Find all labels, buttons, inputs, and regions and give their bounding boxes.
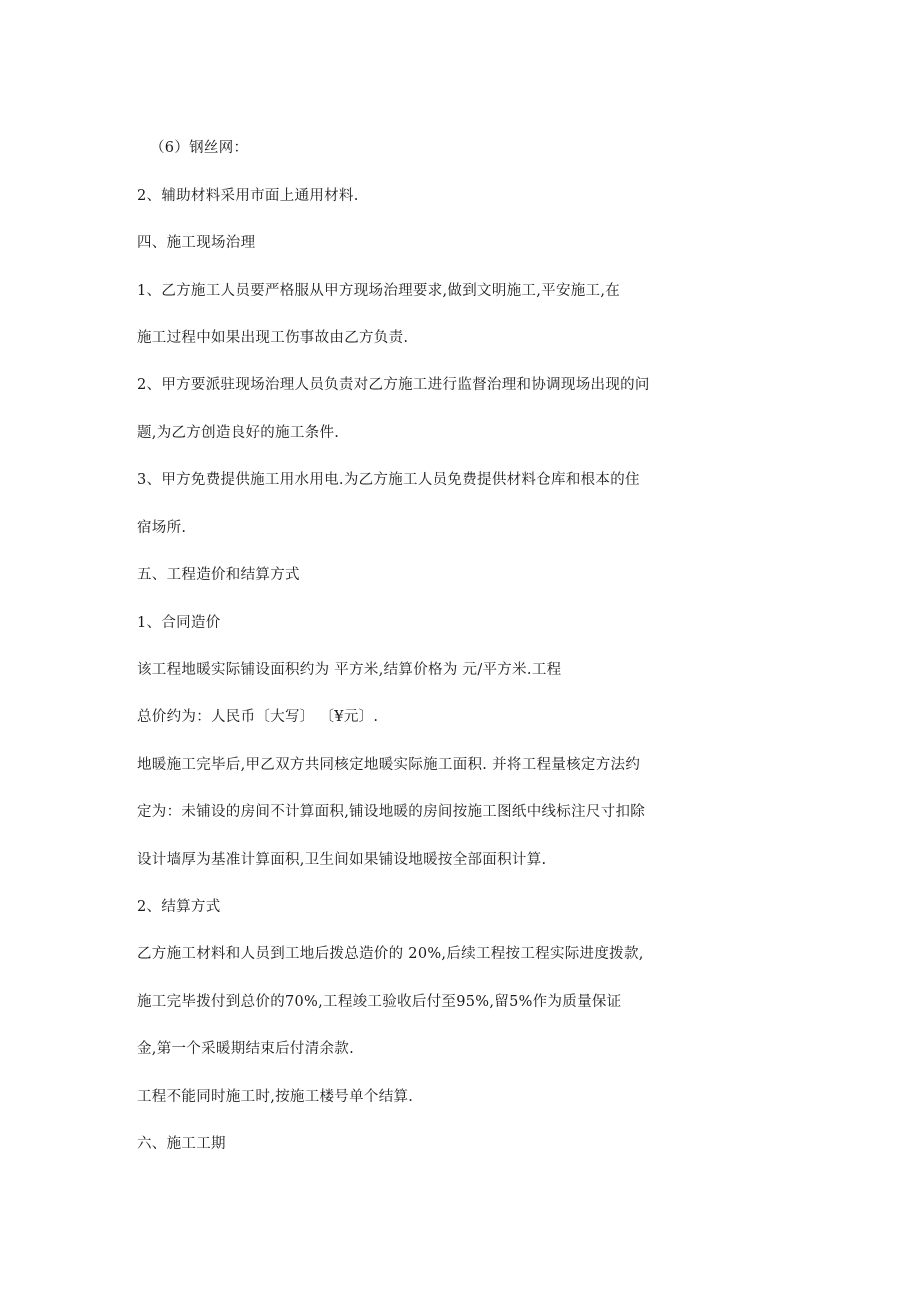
section-heading-cost-settlement: 五、工程造价和结算方式 xyxy=(137,567,300,583)
clause-text: 金,第一个采暖期结束后付清余款. xyxy=(137,1041,355,1057)
section-heading-construction-period: 六、施工工期 xyxy=(137,1136,226,1152)
clause-text: 工程不能同时施工时,按施工楼号单个结算. xyxy=(137,1089,414,1105)
clause-text: 题,为乙方创造良好的施工条件. xyxy=(137,425,340,441)
clause-text: 设计墙厚为基准计算面积,卫生间如果铺设地暖按全部面积计算. xyxy=(137,852,547,868)
clause-text: 施工过程中如果出现工伤事故由乙方负责. xyxy=(137,330,409,346)
subheading-contract-price: 1、合同造价 xyxy=(137,615,221,631)
clause-text: 乙方施工材料和人员到工地后拨总造价的 20%,后续工程按工程实际进度拨款, xyxy=(137,946,644,962)
clause-text: 定为：未铺设的房间不计算面积,铺设地暖的房间按施工图纸中线标注尺寸扣除 xyxy=(137,804,646,820)
clause-text: 地暖施工完毕后,甲乙双方共同核定地暖实际施工面积. 并将工程量核定方法约 xyxy=(137,757,641,773)
clause-auxiliary-materials: 2、辅助材料采用市面上通用材料. xyxy=(137,188,359,204)
clause-text: 3、甲方免费提供施工用水用电.为乙方施工人员免费提供材料仓库和根本的住 xyxy=(137,472,640,488)
clause-text: 施工完毕拨付到总价的70%,工程竣工验收后付至95%,留5%作为质量保证 xyxy=(137,994,622,1010)
clause-text: 宿场所. xyxy=(137,520,187,536)
clause-text: 2、甲方要派驻现场治理人员负责对乙方施工进行监督治理和协调现场出现的问 xyxy=(137,377,650,393)
section-heading-site-management: 四、施工现场治理 xyxy=(137,235,256,251)
item-steel-mesh: （6）钢丝网： xyxy=(150,140,249,156)
subheading-settlement-method: 2、结算方式 xyxy=(137,899,221,915)
clause-text: 1、乙方施工人员要严格服从甲方现场治理要求,做到文明施工,平安施工,在 xyxy=(137,283,621,299)
clause-text: 该工程地暖实际铺设面积约为 平方米,结算价格为 元/平方米.工程 xyxy=(137,662,562,678)
clause-text: 总价约为：人民币〔大写〕 〔¥元〕. xyxy=(137,709,379,725)
